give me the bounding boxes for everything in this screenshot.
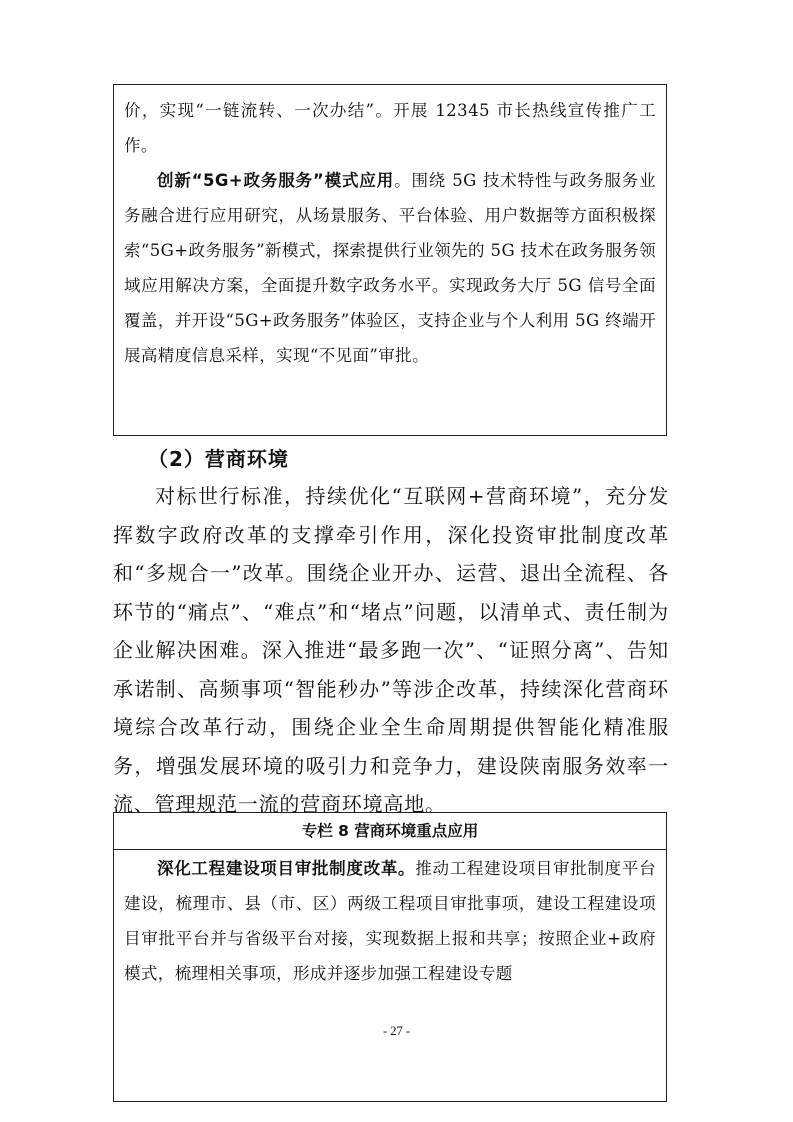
feature-box-paragraph-body: 推动工程建设项目审批制度平台建设，梳理市、县（市、区）两级工程项目审批事项，建设工程建设项目审批平台并与省级平台对接，实现数据上报和共享；按照企业+政府模式，梳理相关事项，形成并逐步加强工程建设专题 — [124, 859, 656, 983]
feature-box-paragraph — [124, 851, 656, 991]
feature-box-paragraph-lead: 深化工程建设项目审批制度改革。 — [157, 859, 416, 878]
feature-box-8 — [113, 812, 667, 1102]
section-heading: （2）营商环境 — [148, 447, 289, 471]
page-number: - 27 - — [382, 1024, 411, 1038]
section-body: 对标世行标准，持续优化“互联网+营商环境”，充分发挥数字政府改革的支撑牵引作用，深化投资审批制度改革和“多规合一”改革。围绕企业开办、运营、退出全流程、各环节的“痛点”、“难点”和“堵点”问题，以清单式、责任制为企业解决困难。深入推进“最多跑一次”、“证照分离”、告知承诺制、高频事项“智能秒办”等涉企改革，持续深化营商环境综合改革行动，围绕企业全生命周期提供智能化精准服务，增强发展环境的吸引力和竞争力，建设陕南服务效率一流、管理规范一流的营商环境高地。 — [113, 484, 669, 816]
box-paragraph-2-lead-punct: 。 — [394, 171, 412, 190]
feature-box-title: 专栏 8 营商环境重点应用 — [114, 813, 666, 850]
box-paragraph-2-body: 围绕 5G 技术特性与政务服务业务融合进行应用研究，从场景服务、平台体验、用户数据等方面积极探索“5G+政务服务”新模式，探索提供行业领先的 5G 技术在政务服务领域应用解决方案，全面提升数字政务水平。实现政务大厅 5G 信号全面覆盖，并开设“5G+政务服务”体验区，支持企业与个人利用 5G 终端开展高精度信息采样，实现“不见面”审批。 — [124, 171, 656, 365]
box-paragraph-2-lead: 创新“5G+政务服务”模式应用 — [157, 171, 395, 190]
continued-feature-box — [113, 84, 667, 436]
box-paragraph-2 — [124, 163, 656, 373]
feature-box-body — [114, 850, 666, 991]
box-paragraph-1: 价，实现“一链流转、一次办结”。开展 12345 市长热线宣传推广工作。 — [124, 101, 656, 155]
